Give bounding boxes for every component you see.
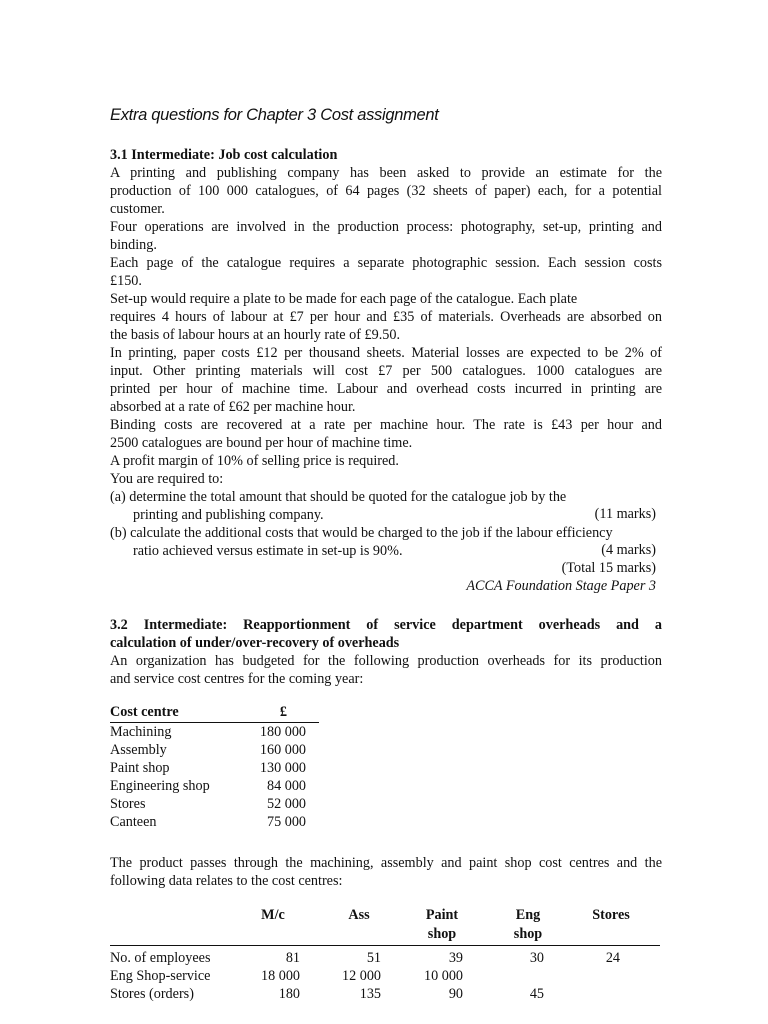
q31-line: In printing, paper costs £12 per thousand sheets. Material losses are expected to be 2% of (110, 345, 662, 361)
col-eng: Eng (515, 907, 541, 923)
col-stores: Stores (592, 907, 630, 923)
q31-part-b-cont: ratio achieved versus estimate in set-up is 90%. (133, 543, 403, 559)
marks-b: (4 marks) (601, 542, 656, 558)
overheads-table (110, 704, 319, 831)
cell-value: 180 (278, 986, 300, 1002)
cell-value: 10 000 (423, 968, 463, 984)
source-citation: ACCA Foundation Stage Paper 3 (466, 578, 656, 594)
table-row (110, 795, 319, 813)
q31-line: input. Other printing materials will cost £7 per 500 catalogues. 1000 catalogues are (110, 363, 662, 379)
q31-line: binding. (110, 237, 157, 253)
q32-intro-cont: and service cost centres for the coming year: (110, 671, 364, 687)
row-label: No. of employees (110, 950, 211, 966)
table-rule (110, 945, 660, 946)
cell-value: 81 (285, 950, 300, 966)
cell-value: 24 (605, 950, 620, 966)
q31-line: the basis of labour hours at an hourly rate of £9.50. (110, 327, 400, 343)
row-label: Machining (110, 724, 172, 740)
table-row (110, 723, 319, 741)
q31-line: 2500 catalogues are bound per hour of machine time. (110, 435, 413, 451)
cell-value: 18 000 (260, 968, 300, 984)
col-ass: Ass (348, 907, 370, 923)
row-value: 180 000 (259, 724, 306, 740)
col-cost-centre: Cost centre (110, 704, 179, 720)
q31-line: requires 4 hours of labour at £7 per hour and £35 of materials. Overheads are absorbed on (110, 309, 662, 325)
q31-line: production of 100 000 catalogues, of 64 pages (32 sheets of paper) each, for a potential (110, 183, 662, 199)
col-paint: Paint (425, 907, 459, 923)
table-row (110, 741, 319, 759)
row-value: 75 000 (266, 814, 306, 830)
marks-a: (11 marks) (594, 506, 656, 522)
q31-line: £150. (110, 273, 142, 289)
q32-heading-cont: calculation of under/over-recovery of overheads (110, 635, 400, 651)
q32-para-cont: following data relates to the cost centres: (110, 873, 343, 889)
table-row (110, 813, 319, 831)
q31-line: Set-up would require a plate to be made for each page of the catalogue. Each plate (110, 291, 578, 307)
col-eng-shop: shop (513, 926, 543, 942)
q31-part-a: (a) determine the total amount that should be quoted for the catalogue job by the (110, 489, 567, 505)
q31-heading: 3.1 Intermediate: Job cost calculation (110, 147, 338, 163)
q31-line: You are required to: (110, 471, 224, 487)
row-value: 84 000 (266, 778, 306, 794)
q32-para: The product passes through the machining, assembly and paint shop cost centres and the (110, 855, 662, 871)
row-label: Eng Shop-service (110, 968, 211, 984)
cell-value: 135 (359, 986, 381, 1002)
total-marks: (Total 15 marks) (561, 560, 656, 576)
row-label: Stores (110, 796, 146, 812)
row-value: 130 000 (259, 760, 306, 776)
col-mc: M/c (261, 907, 285, 923)
row-label: Paint shop (110, 760, 170, 776)
cell-value: 45 (529, 986, 544, 1002)
q31-part-a-cont: printing and publishing company. (133, 507, 324, 523)
q31-line: A profit margin of 10% of selling price is required. (110, 453, 399, 469)
row-value: 52 000 (266, 796, 306, 812)
q31-line: Binding costs are recovered at a rate per machine hour. The rate is £43 per hour and (110, 417, 662, 433)
cell-value: 30 (529, 950, 544, 966)
col-paint-shop: shop (427, 926, 457, 942)
chapter-title: Extra questions for Chapter 3 Cost assignment (110, 106, 439, 124)
q31-line: Each page of the catalogue requires a separate photographic session. Each session costs (110, 255, 662, 271)
q31-line: Four operations are involved in the production process: photography, set-up, printing and (110, 219, 662, 235)
row-label: Canteen (110, 814, 157, 830)
q31-line: absorbed at a rate of £62 per machine hour. (110, 399, 356, 415)
row-label: Stores (orders) (110, 986, 194, 1002)
cell-value: 12 000 (341, 968, 381, 984)
table-row (110, 759, 319, 777)
cell-value: 51 (366, 950, 381, 966)
row-value: 160 000 (259, 742, 306, 758)
row-label: Engineering shop (110, 778, 210, 794)
q31-line: A printing and publishing company has been asked to provide an estimate for the (110, 165, 662, 181)
q32-heading: 3.2 Intermediate: Reapportionment of service department overheads and a (110, 617, 662, 633)
table-row (110, 777, 319, 795)
cell-value: 39 (448, 950, 463, 966)
q31-line: printed per hour of machine time. Labour and overhead costs incurred in printing are (110, 381, 662, 397)
col-pound: £ (279, 704, 287, 720)
q31-line: customer. (110, 201, 165, 217)
q31-part-b: (b) calculate the additional costs that would be charged to the job if the labour efficiency (110, 525, 613, 541)
q32-intro: An organization has budgeted for the following production overheads for its production (110, 653, 662, 669)
cell-value: 90 (448, 986, 463, 1002)
row-label: Assembly (110, 742, 167, 758)
overheads-table-header (110, 704, 319, 723)
